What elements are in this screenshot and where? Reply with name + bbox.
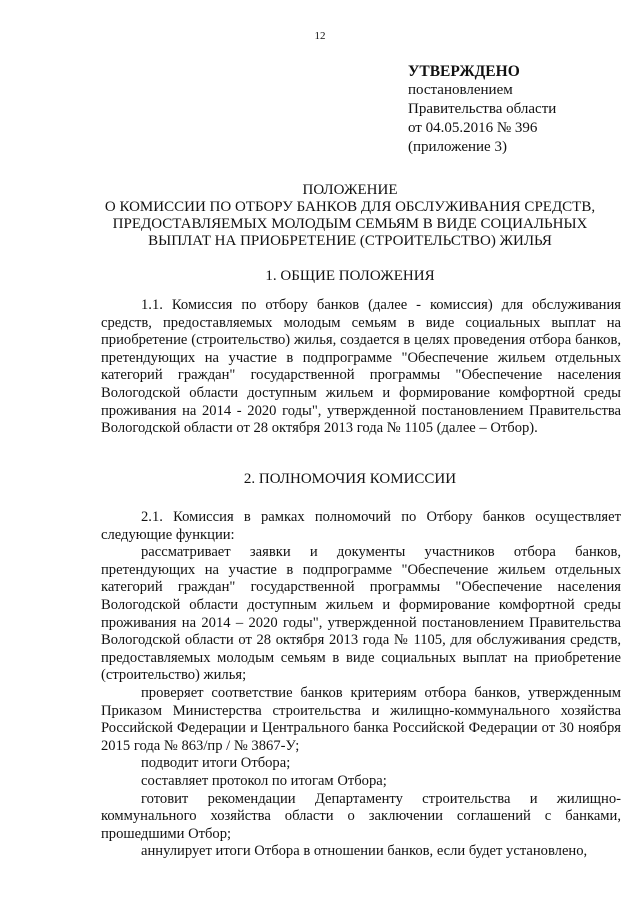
paragraph: проверяет соответствие банков критериям отбора банков, утвержденным Приказом Министерства строительства и жилищно-коммунального хозяйства Российской Федерации и Центрального банка Российской Федерации от 30 ноября 2015 года № 863/пр / № 3867-У; bbox=[101, 684, 621, 754]
approval-line: постановлением bbox=[408, 82, 513, 98]
paragraph: подводит итоги Отбора; bbox=[141, 755, 291, 772]
section-body-powers bbox=[101, 509, 621, 861]
page-number: 12 bbox=[314, 30, 326, 42]
title-line: ПРЕДОСТАВЛЯЕМЫХ МОЛОДЫМ СЕМЬЯМ В ВИДЕ СОЦИАЛЬНЫХ bbox=[112, 216, 588, 232]
title-line: ВЫПЛАТ НА ПРИОБРЕТЕНИЕ (СТРОИТЕЛЬСТВО) ЖИЛЬЯ bbox=[148, 233, 552, 249]
approval-stamp bbox=[408, 62, 556, 157]
title-line: О КОМИССИИ ПО ОТБОРУ БАНКОВ ДЛЯ ОБСЛУЖИВАНИЯ СРЕДСТВ, bbox=[104, 199, 596, 215]
approval-line: Правительства области bbox=[408, 101, 557, 117]
paragraph: готовит рекомендации Департаменту строительства и жилищно-коммунального хозяйства области о заключении соглашений с банками, прошедшими Отбор; bbox=[101, 790, 621, 842]
paragraph: составляет протокол по итогам Отбора; bbox=[141, 772, 387, 789]
paragraph: аннулирует итоги Отбора в отношении банков, если будет установлено, bbox=[141, 843, 588, 860]
document-title bbox=[100, 182, 600, 250]
section-body-general bbox=[101, 297, 621, 438]
section-heading-general: 1. ОБЩИЕ ПОЛОЖЕНИЯ bbox=[265, 268, 435, 284]
approval-line: от 04.05.2016 № 396 bbox=[408, 120, 538, 136]
approval-head: УТВЕРЖДЕНО bbox=[408, 63, 520, 80]
paragraph: рассматривает заявки и документы участников отбора банков, претендующих на участие в подпрограмме "Обеспечение жильем отдельных категорий граждан" государственной программы "Обеспечение населения Вологодской области доступным жильем и формирование комфортной среды проживания на 2014 – 2020 годы", утвержденной постановлением Правительства Вологодской области от 28 октября 2013 года № 1105, для обслуживания средств, предоставляемых молодым семьям в виде социальных выплат на приобретение (строительство) жилья; bbox=[101, 544, 621, 684]
title-line: ПОЛОЖЕНИЕ bbox=[302, 182, 398, 198]
section-heading-powers: 2. ПОЛНОМОЧИЯ КОМИССИИ bbox=[243, 471, 457, 487]
paragraph: 1.1. Комиссия по отбору банков (далее - комиссия) для обслуживания средств, предоставляемых молодым семьям в виде социальных выплат на приобретение (строительство) жилья, создается в целях проведения отбора банков, претендующих на участие в подпрограмме "Обеспечение жильем отдельных категорий граждан" государственной программы "Обеспечение населения Вологодской области доступным жильем и формирование комфортной среды проживания на 2014 - 2020 годы", утвержденной постановлением Правительства Вологодской области от 28 октября 2013 года № 1105 (далее – Отбор). bbox=[101, 297, 621, 437]
paragraph: 2.1. Комиссия в рамках полномочий по Отбору банков осуществляет следующие функции: bbox=[101, 509, 621, 543]
approval-line: (приложение 3) bbox=[408, 139, 507, 155]
